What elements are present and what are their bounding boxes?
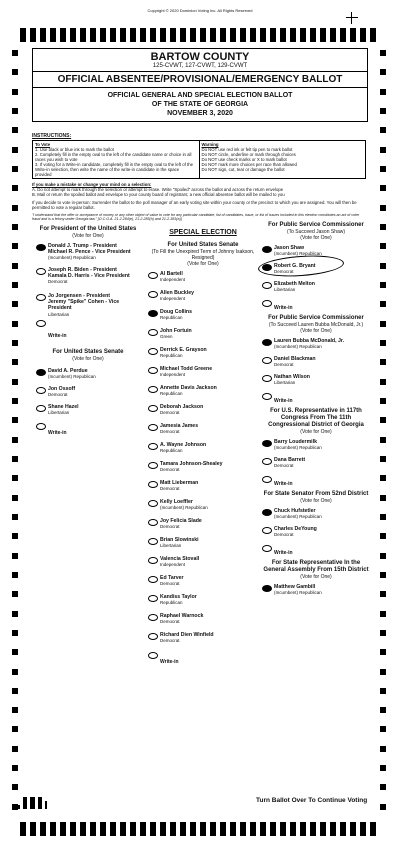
candidate-name: Chuck Hufstetler bbox=[274, 508, 316, 514]
party: Democrat bbox=[160, 486, 180, 492]
vote-for: (Vote for One) bbox=[72, 356, 104, 362]
candidate-name: Valencia Stovall bbox=[160, 556, 200, 563]
ballot-oval[interactable] bbox=[148, 462, 158, 469]
write-in-state-senate[interactable] bbox=[262, 544, 370, 560]
candidate-name: Allen Buckley bbox=[160, 290, 195, 297]
party: Republican bbox=[160, 600, 183, 606]
candidate-row[interactable] bbox=[148, 442, 258, 461]
candidate-name: Kelly Loeffler bbox=[160, 499, 193, 506]
candidate-name: Matthew Gambill bbox=[274, 584, 316, 590]
candidate-name: Robert G. Bryant bbox=[274, 263, 316, 269]
race-title: For President of the United States bbox=[39, 226, 137, 232]
ballot-oval[interactable] bbox=[148, 291, 158, 298]
party: (Incumbent) Republican bbox=[274, 445, 322, 451]
ballot-oval[interactable] bbox=[148, 329, 158, 336]
mistake-step-a: A. Do not attempt to mark through the selection or attempt to erase. Write "Spoiled" across the ballot and across the return envelope bbox=[32, 187, 284, 192]
candidate-name: Richard Dien Winfield bbox=[160, 632, 214, 639]
ballot-oval[interactable] bbox=[148, 481, 158, 488]
candidate-loudermilk[interactable] bbox=[262, 439, 370, 457]
write-in-label: Write-in bbox=[274, 305, 293, 311]
ballot-oval[interactable] bbox=[148, 386, 158, 393]
ballot-oval[interactable] bbox=[262, 300, 272, 307]
candidate-name: Doug Collins bbox=[160, 309, 192, 316]
warning-item: Do NOT circle, underline or mark through choices bbox=[201, 152, 296, 157]
ballot-oval[interactable] bbox=[148, 614, 158, 621]
to-vote-step: 1. Use black or blue ink to mark the ballot bbox=[35, 147, 114, 152]
candidate-melton[interactable] bbox=[262, 281, 370, 299]
ballot-oval[interactable] bbox=[262, 246, 272, 253]
in-person-text: If you decide to vote in-person: Surrender the ballot to the poll manager of an early voting site within your county or the precinct to which you are assigned. You will then be permitted to vote a regular ballot. bbox=[32, 200, 357, 210]
ballot-oval[interactable] bbox=[148, 633, 158, 640]
special-election-heading: SPECIAL ELECTION bbox=[169, 229, 237, 236]
party: (Incumbent) Republican bbox=[48, 255, 96, 261]
ballot-oval[interactable] bbox=[262, 393, 272, 400]
party: Democrat bbox=[160, 581, 180, 587]
party: Democrat bbox=[160, 619, 180, 625]
ballot-oval[interactable] bbox=[262, 585, 272, 592]
party: Republican bbox=[160, 448, 183, 454]
party: Democrat bbox=[48, 392, 68, 398]
candidate-blackman[interactable] bbox=[262, 356, 370, 374]
copyright-text: Copyright © 2020 Dominion Voting Inc. All Rights Reserved bbox=[147, 8, 253, 13]
ballot-oval[interactable] bbox=[262, 375, 272, 382]
race-title: For State Senator From 52nd District bbox=[263, 491, 369, 497]
party: (Incumbent) Republican bbox=[160, 505, 208, 511]
party: Independent bbox=[160, 372, 186, 378]
to-vote-step: 2. Completely fill in the empty oval to the left of the candidate name or choice in all races you wish to vote bbox=[35, 152, 192, 162]
ballot-title: OFFICIAL ABSENTEE/PROVISIONAL/EMERGENCY BALLOT bbox=[33, 71, 367, 88]
candidate-row[interactable] bbox=[148, 518, 258, 537]
candidate-barrett[interactable] bbox=[262, 457, 370, 475]
candidate-name: Brian Slowinski bbox=[160, 537, 199, 544]
candidate-name: Matt Lieberman bbox=[160, 480, 199, 487]
warning-item: Do NOT sign, cut, tear or damage the ballot bbox=[201, 167, 285, 172]
candidate-name: Nathan Wilson bbox=[274, 374, 310, 380]
right-timing-marks bbox=[380, 50, 388, 810]
candidate-name: Kandiss Taylor bbox=[160, 594, 197, 601]
mistake-heading: If you make a mistake or change your mind on a selection: bbox=[32, 182, 152, 187]
race-title: For Public Service Commissioner bbox=[268, 315, 364, 321]
election-date: NOVEMBER 3, 2020 bbox=[167, 110, 233, 117]
column-1 bbox=[36, 226, 140, 438]
ballot-oval[interactable] bbox=[36, 387, 46, 394]
candidate-name: Derrick E. Grayson bbox=[160, 347, 207, 354]
left-timing-marks bbox=[12, 50, 20, 810]
party: Republican bbox=[160, 315, 183, 321]
to-vote-step: 3. If voting for a Write-in candidate, completely fill in the empty oval to the left of the Write-in selection, then write the name of the write-in candidate in the space provided bbox=[35, 162, 194, 177]
vote-for: (Vote for One) bbox=[300, 235, 332, 241]
candidate-name: Raphael Warnock bbox=[160, 613, 204, 620]
ballot-oval[interactable] bbox=[262, 458, 272, 465]
candidate-row[interactable] bbox=[148, 347, 258, 366]
instructions-heading: INSTRUCTIONS: bbox=[32, 133, 72, 139]
footer-barcode bbox=[18, 797, 47, 809]
candidate-name: Shane Hazel bbox=[48, 404, 79, 410]
candidate-row[interactable] bbox=[148, 537, 258, 556]
write-in-label: Write-in bbox=[274, 550, 293, 556]
ballot-oval[interactable] bbox=[36, 244, 46, 251]
candidate-name: Charles DeYoung bbox=[274, 526, 317, 532]
candidate-perdue[interactable] bbox=[36, 368, 140, 386]
ballot-oval[interactable] bbox=[262, 357, 272, 364]
vote-for: (Vote for One) bbox=[300, 574, 332, 580]
candidate-name: David A. Perdue bbox=[48, 368, 88, 374]
candidate-row[interactable] bbox=[148, 613, 258, 632]
ballot-oval[interactable] bbox=[148, 272, 158, 279]
candidate-row[interactable] bbox=[148, 366, 258, 385]
ballot-oval[interactable] bbox=[148, 557, 158, 564]
party: Democrat bbox=[160, 429, 180, 435]
vote-for: (Vote for One) bbox=[187, 261, 219, 268]
running-mate-name: Jeremy "Spike" Cohen - Vice President bbox=[48, 299, 120, 312]
write-in-psc2[interactable] bbox=[262, 392, 370, 408]
candidate-wilson[interactable] bbox=[262, 374, 370, 392]
candidate-hufstetler[interactable] bbox=[262, 508, 370, 526]
candidate-name: Joy Felicia Slade bbox=[160, 518, 202, 525]
candidate-name: John Fortuin bbox=[160, 328, 192, 335]
party: (Incumbent) Republican bbox=[48, 374, 96, 380]
county-name: BARTOW COUNTY bbox=[150, 51, 250, 63]
candidate-gambill[interactable] bbox=[262, 584, 370, 602]
candidate-list bbox=[148, 271, 258, 651]
ballot-oval[interactable] bbox=[148, 405, 158, 412]
candidate-biden[interactable] bbox=[36, 267, 140, 293]
ballot-style-codes: 125-CVWT, 127-CVWT, 129-CVWT bbox=[152, 63, 248, 69]
instructions-box bbox=[32, 140, 366, 179]
column-3 bbox=[262, 222, 370, 602]
candidate-name: Jon Ossoff bbox=[48, 386, 76, 392]
candidate-name: Daniel Blackman bbox=[274, 356, 316, 362]
election-title-2: OF THE STATE OF GEORGIA bbox=[151, 101, 249, 108]
write-in-president[interactable] bbox=[36, 319, 140, 349]
candidate-name: Tamara Johnson-Shealey bbox=[160, 461, 223, 468]
party: Libertarian bbox=[274, 380, 296, 386]
candidate-name: Jason Shaw bbox=[274, 245, 304, 251]
party: Independent bbox=[160, 277, 186, 283]
candidate-name: Jo Jorgensen - President bbox=[48, 293, 110, 299]
ballot-oval[interactable] bbox=[148, 538, 158, 545]
vote-for: (Vote for One) bbox=[300, 328, 332, 334]
write-in-label: Write-in bbox=[48, 333, 67, 339]
party: (Incumbent) Republican bbox=[274, 344, 322, 350]
vote-for: (Vote for One) bbox=[300, 498, 332, 504]
party: (Incumbent) Republican bbox=[274, 251, 322, 257]
top-timing-marks bbox=[20, 28, 386, 42]
candidate-row[interactable] bbox=[148, 480, 258, 499]
candidate-hazel[interactable] bbox=[36, 404, 140, 422]
ballot-oval[interactable] bbox=[148, 652, 158, 659]
warning-heading: Warning bbox=[201, 142, 219, 147]
mistake-step-b: B. Mail or return the spoiled ballot and envelope to your county board of registrars; a new official absentee ballot will be mailed to you bbox=[32, 192, 285, 197]
party: Libertarian bbox=[48, 311, 70, 317]
ballot-oval[interactable] bbox=[148, 443, 158, 450]
candidate-name: Al Bartell bbox=[160, 271, 183, 278]
candidate-row[interactable] bbox=[148, 385, 258, 404]
candidate-name: Lauren Bubba McDonald, Jr. bbox=[274, 338, 345, 344]
candidate-row[interactable] bbox=[148, 309, 258, 328]
fraud-notice: "I understand that the offer or acceptance of money or any other object of value to vote for any particular candidate, list of candidates, issue, or list of issues included in this election constitutes an act of voter fraud and is a felony under Georgia law." [O.C.G.A. 21-2-284(e), 21-2-285(h) and 21-2-383(a)] bbox=[32, 213, 360, 222]
ballot-oval[interactable] bbox=[148, 576, 158, 583]
write-in-label: Write-in bbox=[160, 659, 179, 666]
ballot-oval[interactable] bbox=[36, 423, 46, 430]
party: Democrat bbox=[274, 463, 294, 469]
candidate-deyoung[interactable] bbox=[262, 526, 370, 544]
write-in-label: Write-in bbox=[274, 481, 293, 487]
party: Independent bbox=[160, 562, 186, 568]
ballot-oval[interactable] bbox=[36, 320, 46, 327]
ballot-header bbox=[32, 48, 368, 122]
race-note: (To Succeed Jason Shaw) bbox=[286, 229, 346, 235]
candidate-row[interactable] bbox=[148, 556, 258, 575]
candidate-name: Donald J. Trump - President bbox=[48, 243, 117, 249]
race-title: For Public Service Commissioner bbox=[268, 222, 364, 228]
candidate-row[interactable] bbox=[148, 423, 258, 442]
candidate-ossoff[interactable] bbox=[36, 386, 140, 404]
write-in-congress[interactable] bbox=[262, 475, 370, 491]
candidate-name: Joseph R. Biden - President bbox=[48, 267, 117, 273]
candidate-name: Dana Barrett bbox=[274, 457, 306, 463]
write-in-label: Write-in bbox=[48, 430, 67, 436]
running-mate-name: Michael R. Pence - Vice President bbox=[48, 249, 131, 256]
party: Republican bbox=[160, 353, 183, 359]
to-vote-heading: To Vote bbox=[35, 142, 51, 147]
party: Democrat bbox=[274, 269, 294, 275]
write-in-senate[interactable] bbox=[36, 422, 140, 438]
ballot-oval[interactable] bbox=[148, 500, 158, 507]
party: Democrat bbox=[160, 524, 180, 530]
ballot-oval[interactable] bbox=[148, 424, 158, 431]
candidate-row[interactable] bbox=[148, 594, 258, 613]
ballot-oval[interactable] bbox=[148, 519, 158, 526]
candidate-name: Jamesia James bbox=[160, 423, 199, 430]
instructions bbox=[32, 134, 366, 222]
candidate-mcdonald[interactable] bbox=[262, 338, 370, 356]
candidate-row[interactable] bbox=[148, 328, 258, 347]
ballot-oval[interactable] bbox=[36, 405, 46, 412]
race-title: For State Representative In the General Assembly From 15th District bbox=[263, 560, 369, 573]
column-2 bbox=[148, 222, 258, 667]
party: Democrat bbox=[274, 532, 294, 538]
candidate-trump[interactable] bbox=[36, 243, 140, 267]
ballot-oval[interactable] bbox=[262, 509, 272, 516]
election-title-1: OFFICIAL GENERAL AND SPECIAL ELECTION BALLOT bbox=[107, 92, 293, 99]
candidate-name: Elizabeth Melton bbox=[274, 281, 315, 287]
race-title: For U.S. Representative in 117th Congress From The 11th Congressional District of Georgia bbox=[268, 408, 364, 428]
ballot-oval[interactable] bbox=[148, 367, 158, 374]
party: Libertarian bbox=[274, 287, 296, 293]
ballot-oval[interactable] bbox=[148, 348, 158, 355]
party: Libertarian bbox=[160, 543, 182, 549]
ballot-oval[interactable] bbox=[36, 268, 46, 275]
candidate-row[interactable] bbox=[148, 499, 258, 518]
candidate-name: Ed Tarver bbox=[160, 575, 184, 582]
to-vote-col bbox=[33, 141, 199, 178]
party: (Incumbent) Republican bbox=[274, 514, 322, 520]
candidate-jorgensen[interactable] bbox=[36, 293, 140, 319]
race-note: (To Succeed Lauren Bubba McDonald, Jr.) bbox=[268, 322, 364, 328]
vote-for: (Vote for One) bbox=[300, 429, 332, 435]
ballot-oval[interactable] bbox=[36, 294, 46, 301]
crosshair-mark bbox=[346, 12, 358, 24]
ballot-oval[interactable] bbox=[262, 545, 272, 552]
party: Independent bbox=[160, 296, 186, 302]
candidate-name: A. Wayne Johnson bbox=[160, 442, 207, 449]
party: Democrat bbox=[160, 467, 180, 473]
write-in-label: Write-in bbox=[274, 398, 293, 404]
party: Democrat bbox=[160, 638, 180, 644]
candidate-row[interactable] bbox=[148, 575, 258, 594]
write-in-special[interactable] bbox=[148, 651, 258, 667]
turn-over-text: Turn Ballot Over To Continue Voting bbox=[256, 797, 368, 804]
candidate-row[interactable] bbox=[148, 632, 258, 651]
party: Democrat bbox=[48, 279, 68, 285]
write-in-psc1[interactable] bbox=[262, 299, 370, 315]
party: Libertarian bbox=[48, 410, 70, 416]
ballot-oval[interactable] bbox=[262, 440, 272, 447]
candidate-row[interactable] bbox=[148, 271, 258, 290]
ballot-oval[interactable] bbox=[262, 476, 272, 483]
ballot-oval[interactable] bbox=[148, 595, 158, 602]
party: (Incumbent) Republican bbox=[274, 590, 322, 596]
candidate-row[interactable] bbox=[148, 461, 258, 480]
ballot-oval[interactable] bbox=[262, 339, 272, 346]
running-mate-name: Kamala D. Harris - Vice President bbox=[48, 273, 130, 280]
candidate-row[interactable] bbox=[148, 290, 258, 309]
race-title: For United States Senate bbox=[167, 242, 239, 249]
warning-col bbox=[199, 141, 366, 178]
ballot-oval[interactable] bbox=[148, 310, 158, 317]
ballot-oval[interactable] bbox=[262, 527, 272, 534]
race-title: For United States Senate bbox=[52, 349, 124, 355]
warning-item: Do NOT mark more choices per race than allowed bbox=[201, 162, 297, 167]
candidate-name: Deborah Jackson bbox=[160, 404, 204, 411]
candidate-name: Michael Todd Greene bbox=[160, 366, 213, 373]
warning-item: Do NOT use red ink or felt tip pen to mark ballot bbox=[201, 147, 293, 152]
party: Republican bbox=[160, 391, 183, 397]
vote-for: (Vote for One) bbox=[72, 233, 104, 239]
candidate-row[interactable] bbox=[148, 404, 258, 423]
party: Democrat bbox=[274, 362, 294, 368]
party: Democrat bbox=[160, 410, 180, 416]
warning-item: Do NOT use check marks or X to mark ballot bbox=[201, 157, 287, 162]
candidate-name: Annette Davis Jackson bbox=[160, 385, 217, 392]
candidate-name: Barry Loudermilk bbox=[274, 439, 317, 445]
race-note: (To Fill the Unexpired Term of Johnny Isakson, Resigned) bbox=[151, 249, 255, 262]
party: Green bbox=[160, 334, 173, 340]
bottom-timing-marks bbox=[20, 822, 386, 836]
ballot-oval[interactable] bbox=[262, 282, 272, 289]
ballot-oval[interactable] bbox=[36, 369, 46, 376]
